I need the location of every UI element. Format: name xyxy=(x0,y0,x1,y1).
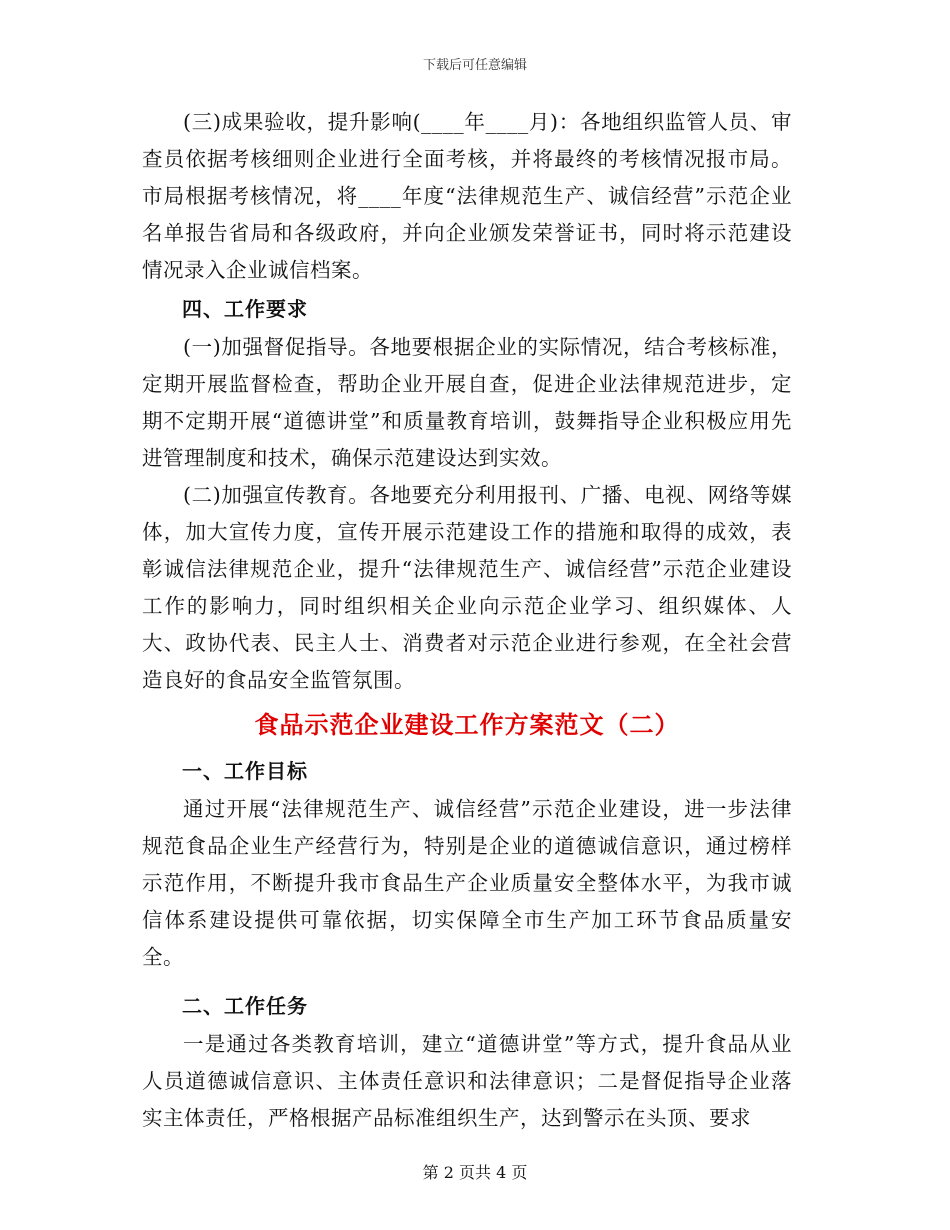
paragraph-objectives: 通过开展“法律规范生产、诚信经营”示范企业建设，进一步法律规范食品企业生产经营行为，特别是企业的道德诚信意识，通过榜样示范作用，不断提升我市食品生产企业质量安全整体水平，为我市诚信体系建设提供可靠依据，切实保障全市生产加工环节食品质量安全。 xyxy=(142,797,792,969)
paragraph-tasks: 一是通过各类教育培训，建立“道德讲堂”等方式，提升食品从业人员道德诚信意识、主体责任意识和法律意识；二是督促指导企业落实主体责任，严格根据产品标准组织生产，达到警示在头顶、要求 xyxy=(142,1032,792,1130)
heading-work-requirements: 四、工作要求 xyxy=(182,297,308,321)
paragraph-publicity-education: (二)加强宣传教育。各地要充分利用报刊、广播、电视、网络等媒体，加大宣传力度，宣传开展示范建设工作的措施和取得的成效，表彰诚信法律规范企业，提升“法律规范生产、诚信经营”示范企业建设工作的影响力，同时组织相关企业向示范企业学习、组织媒体、人大、政协代表、民主人士、消费者对示范企业进行参观，在全社会营造良好的食品安全监管氛围。 xyxy=(142,483,792,692)
section-title: 食品示范企业建设工作方案范文（二） xyxy=(254,711,680,739)
page-header: 下载后可任意编辑 xyxy=(422,58,527,73)
heading-work-tasks: 二、工作任务 xyxy=(182,994,308,1018)
paragraph-results-acceptance: (三)成果验收，提升影响(____年____月)：各地组织监管人员、审查员依据考核细则企业进行全面考核，并将最终的考核情况报市局。市局根据考核情况，将____年度“法律规范生产、诚信经营”示范企业名单报告省局和各级政府，并向企业颁发荣誉证书，同时将示范建设情况录入企业诚信档案。 xyxy=(142,110,792,282)
spacer xyxy=(142,976,792,986)
paragraph-supervision-guidance: (一)加强督促指导。各地要根据企业的实际情况，结合考核标准，定期开展监督检查，帮助企业开展自查，促进企业法律规范进步，定期不定期开展“道德讲堂”和质量教育培训，鼓舞指导企业积极应用先进管理制度和技术，确保示范建设达到实效。 xyxy=(142,335,792,470)
heading-work-objectives: 一、工作目标 xyxy=(182,759,308,783)
page-footer: 第 2 页共 4 页 xyxy=(422,1163,528,1182)
document-body xyxy=(142,104,792,1137)
